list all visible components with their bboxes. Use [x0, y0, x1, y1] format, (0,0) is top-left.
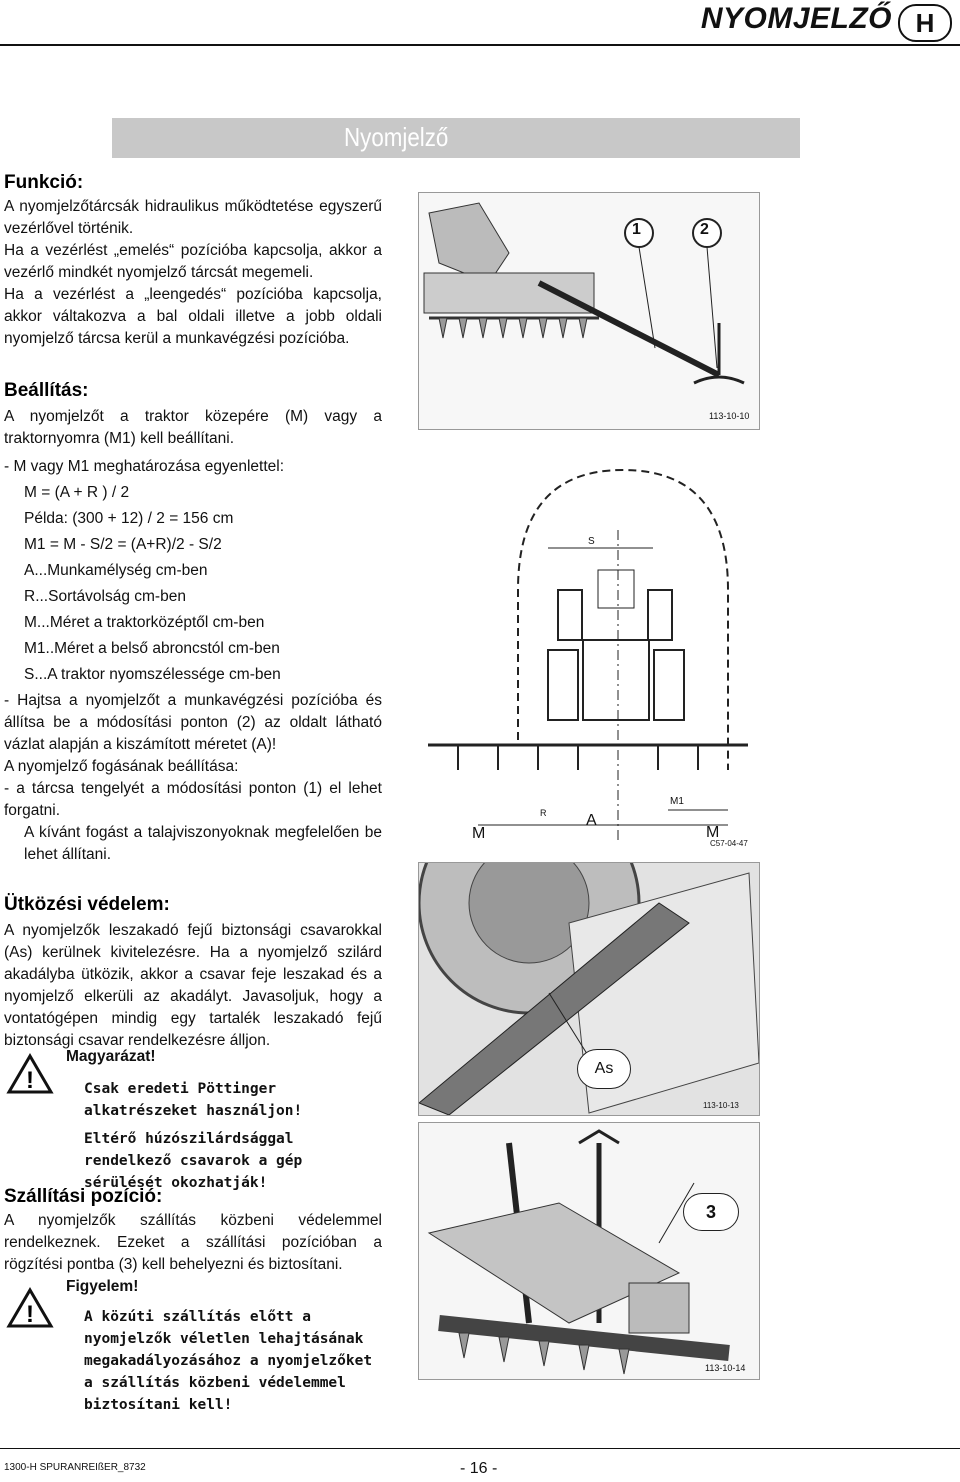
szallitasi-heading: Szállítási pozíció:	[4, 1186, 163, 1207]
beallitas-text	[4, 406, 382, 866]
funkcio-heading: Funkció:	[4, 172, 84, 193]
callout-as: As	[577, 1049, 631, 1089]
def-r: R...Sortávolság cm-ben	[24, 588, 186, 605]
formula-1: M = (A + R ) / 2	[24, 484, 130, 501]
magyarazat-title: Magyarázat!	[66, 1048, 156, 1065]
footer-doc-code: 1300-H SPURANREIßER_8732	[4, 1462, 146, 1473]
figure-marker-disc	[418, 192, 760, 430]
szallitasi-p1: A nyomjelzők szállítás közbeni védelemmel rendelkeznek. Ezeket a szállítási pozícióban a rögzítési pontba (3) kell behelyezni és biztosítani.	[4, 1212, 382, 1273]
callout-1: 1	[632, 221, 641, 238]
label-r: R	[540, 808, 547, 818]
figure-code-3: 113-10-13	[703, 1101, 739, 1110]
label-m-left: M	[472, 825, 486, 842]
label-m1: M1	[670, 796, 684, 807]
funkcio-p1: A nyomjelzőtárcsák hidraulikus működtetése egyszerű vezérlővel történik.	[4, 198, 382, 237]
figure-tractor-diagram	[418, 440, 758, 850]
figure-transport	[418, 1122, 760, 1380]
callout-3: 3	[683, 1193, 739, 1231]
formula-3: M1 = M - S/2 = (A+R)/2 - S/2	[24, 536, 222, 553]
footer-rule	[0, 1448, 960, 1449]
funkcio-p3: Ha a vezérlést a „leengedés“ pozícióba kapcsolja, akkor váltakozva a bal oldali illetve a jobb oldali nyomjelző tárcsa kerül a munkavégzési pozícióba.	[4, 286, 382, 347]
svg-text:!: !	[26, 1067, 34, 1094]
utkozesi-p1: A nyomjelzők leszakadó fejű biztonsági csavarokkal (As) kerülnek kivitelezésre. Ha a nyomjelző szilárd akadályba ütközik, akkor a csavar feje leszakad és a nyomjelző elkerüli az akadályt. Javasoljuk, hogy a vontatógépen mindig egy tartalék leszakadó fejű biztonsági csavar rendelkezésre álljon.	[4, 922, 382, 1049]
section-band	[112, 118, 800, 158]
figure-code-4: 113-10-14	[705, 1363, 746, 1373]
header-rule	[0, 44, 960, 46]
figure-code: 113-10-10	[709, 411, 750, 421]
tractor-diagram	[418, 440, 758, 850]
funkcio-p2: Ha a vezérlést „emelés“ pozícióba kapcsolja, akkor a vezérlő mindkét nyomjelző tárcsát megemeli.	[4, 242, 382, 281]
beallitas-l1: - M vagy M1 meghatározása egyenlettel:	[4, 458, 284, 475]
def-s: S...A traktor nyomszélessége cm-ben	[24, 666, 281, 683]
page-number: - 16 -	[460, 1460, 498, 1477]
def-a: A...Munkamélység cm-ben	[24, 562, 208, 579]
beallitas-heading: Beállítás:	[4, 380, 89, 401]
beallitas-p1: A nyomjelzőt a traktor közepére (M) vagy a traktornyomra (M1) kell beállítani.	[4, 408, 382, 447]
beallitas-p2: A nyomjelző fogásának beállítása:	[4, 758, 239, 775]
transport-illustration	[419, 1123, 759, 1379]
language-badge: H	[898, 4, 952, 42]
warning-text-1: Csak eredeti Pöttinger alkatrészeket használjon!	[84, 1081, 303, 1119]
beallitas-l3: - a tárcsa tengelyét a módosítási ponton (1) el lehet forgatni.	[4, 780, 382, 819]
funkcio-text	[4, 196, 382, 350]
def-m: M...Méret a traktorközéptől cm-ben	[24, 614, 265, 631]
beallitas-p3: A kívánt fogást a talajviszonyoknak megfelelően be lehet állítani.	[24, 824, 382, 863]
page-header-title: NYOMJELZŐ	[700, 2, 892, 35]
formula-2: Példa: (300 + 12) / 2 = 156 cm	[24, 510, 234, 527]
warning-text-2: Eltérő húzószilárdsággal rendelkező csavarok a gép sérülését okozhatják!	[84, 1131, 303, 1191]
label-m-right: M	[706, 824, 720, 841]
label-s: S	[588, 536, 595, 547]
svg-text:!: !	[26, 1301, 34, 1328]
figure-code-2: C57-04-47	[710, 839, 748, 848]
warning-text-3: A közúti szállítás előtt a nyomjelzők véletlen lehajtásának megakadályozásához a nyomjelzőket a szállítás közbeni védelemmel biztosítani kell!	[84, 1309, 373, 1413]
warning-icon	[6, 1052, 54, 1096]
figyelem-title: Figyelem!	[66, 1278, 139, 1295]
section-title: Nyomjelző	[343, 122, 448, 152]
beallitas-l2: - Hajtsa a nyomjelzőt a munkavégzési pozícióba és állítsa be a módosítási ponton (2) az oldalt látható vázlat alapján a kiszámított méretet (A)!	[4, 692, 382, 753]
def-m1: M1..Méret a belső abroncstól cm-ben	[24, 640, 280, 657]
figure-shear-bolt	[418, 862, 760, 1116]
label-a: A	[586, 812, 597, 829]
callout-2: 2	[700, 221, 709, 238]
utkozesi-heading: Ütközési védelem:	[4, 894, 170, 915]
warning-icon	[6, 1286, 54, 1330]
